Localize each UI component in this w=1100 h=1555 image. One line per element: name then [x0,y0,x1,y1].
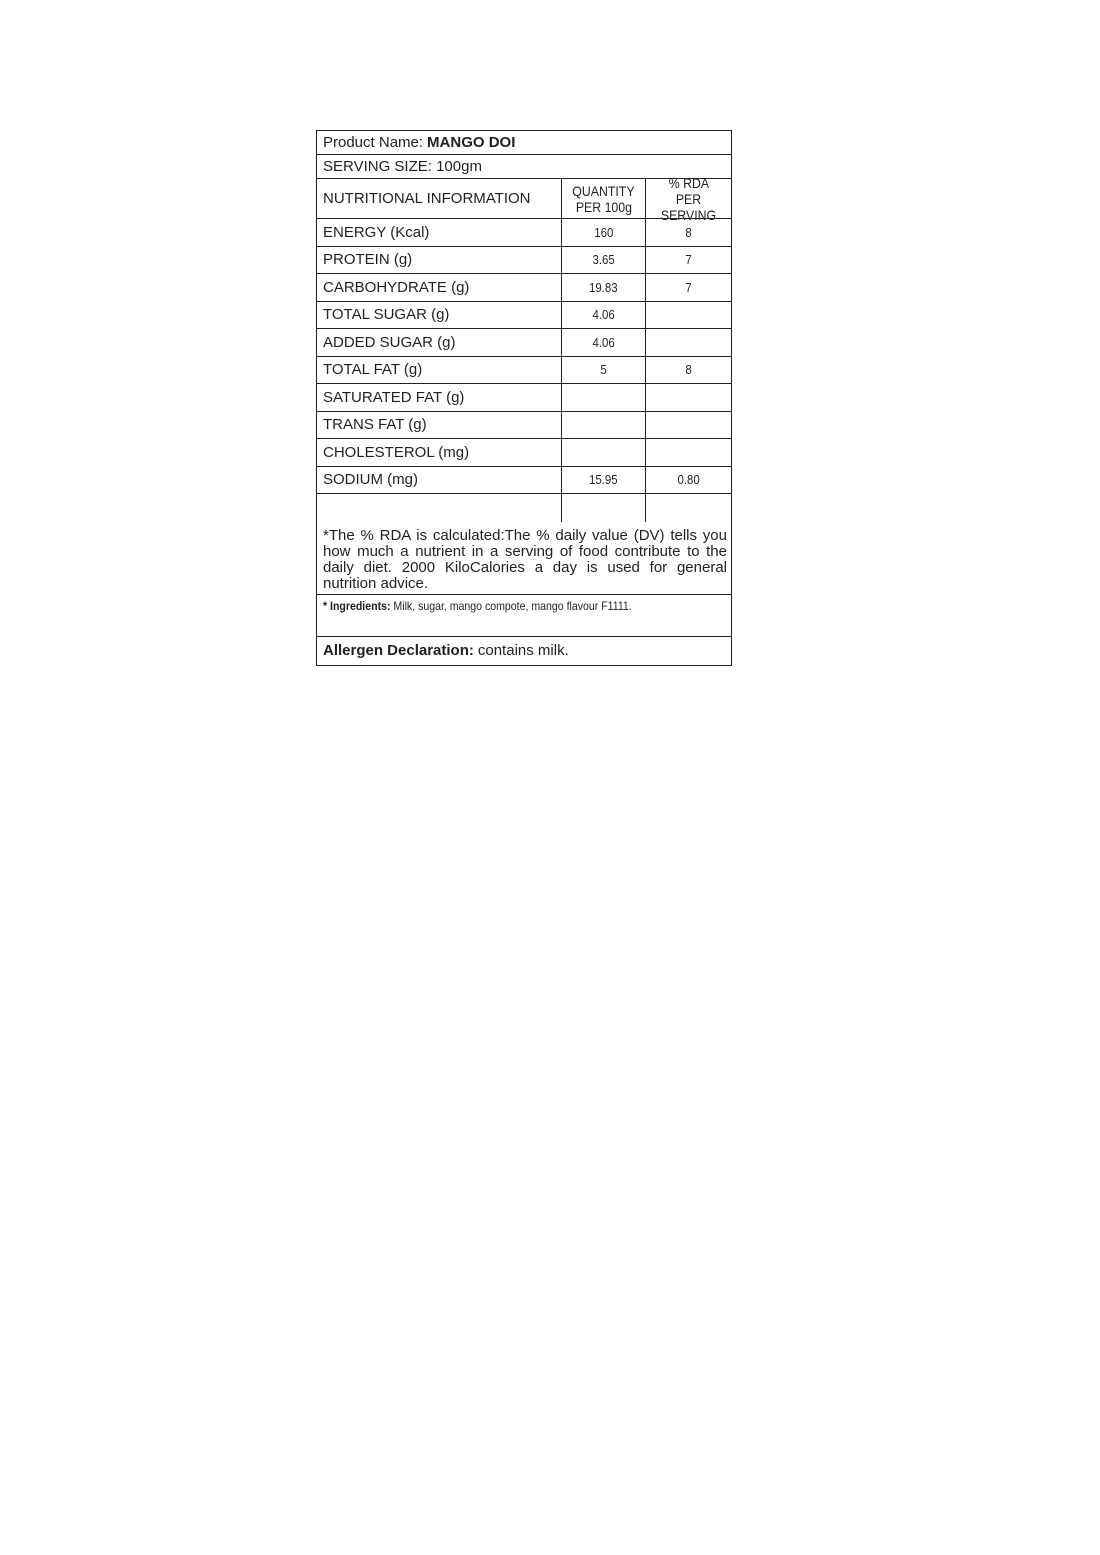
nutrient-quantity [561,412,645,439]
nutrient-name: TOTAL SUGAR (g) [323,306,450,324]
nutrition-label [316,130,732,666]
rda-value: 7 [685,279,692,295]
quantity-value: 5 [600,362,607,378]
quantity-value: 19.83 [589,279,618,295]
nutrient-rda [645,302,731,329]
nutrient-rda [645,274,731,301]
nutrient-quantity [561,439,645,466]
table-row [317,467,731,495]
header-quantity: QUANTITY PER 100g [561,179,645,218]
rda-value: 8 [685,224,692,240]
nutrient-quantity [561,247,645,274]
nutrient-rda [645,247,731,274]
nutrient-quantity [561,384,645,411]
table-row [317,384,731,412]
nutrient-rda [645,494,731,522]
nutrient-name: ADDED SUGAR (g) [323,333,456,351]
ingredients-text: Milk, sugar, mango compote, mango flavour F1111. [393,598,632,613]
rda-value: 7 [685,252,692,268]
product-name-prefix: Product Name: [323,134,424,151]
nutrient-name: ENERGY (Kcal) [323,223,430,241]
table-row [317,274,731,302]
serving-size: SERVING SIZE: 100gm [323,158,482,175]
nutrient-name: PROTEIN (g) [323,251,413,269]
nutrient-rda [645,467,731,494]
nutrient-quantity [561,467,645,494]
quantity-value: 4.06 [592,307,615,323]
header-nutrition: NUTRITIONAL INFORMATION [323,190,531,207]
nutrient-name: SODIUM (mg) [323,471,418,489]
nutrient-rda [645,384,731,411]
nutrient-name: TOTAL FAT (g) [323,361,423,379]
rda-note: *The % RDA is calculated:The % daily value (DV) tells you how much a nutrient in a serving of food contribute to the daily diet. 2000 KiloCalories a day is used for general nutrition advice. [317,522,731,595]
allergen-declaration [317,637,731,665]
nutrient-rda [645,329,731,356]
ingredients [317,595,731,637]
nutrient-rda [645,357,731,384]
table-row [317,219,731,247]
table-row [317,329,731,357]
quantity-value: 4.06 [592,334,615,350]
quantity-value: 160 [593,224,614,240]
nutrient-quantity [561,329,645,356]
table-row [317,412,731,440]
allergen-text: contains milk. [477,642,569,659]
rda-value: 0.80 [677,472,700,488]
nutrient-quantity [561,274,645,301]
quantity-value: 3.65 [592,252,615,268]
table-header-row [317,174,731,223]
nutrient-rda [645,219,731,246]
nutrient-quantity [561,219,645,246]
nutrient-name: CHOLESTEROL (mg) [323,443,470,461]
table-row [317,302,731,330]
nutrient-name: CARBOHYDRATE (g) [323,278,470,296]
nutrient-rda [645,412,731,439]
product-name: MANGO DOI [427,134,516,151]
quantity-value: 15.95 [589,472,618,488]
table-row [317,494,731,522]
ingredients-label: * Ingredients: [323,598,391,613]
table-row [317,439,731,467]
product-name-row [317,131,731,155]
header-rda: % RDA PER SERVING [645,179,731,218]
nutrient-quantity [561,302,645,329]
rda-value: 8 [685,362,692,378]
nutrient-name: TRANS FAT (g) [323,416,427,434]
nutrient-rda [645,439,731,466]
nutrient-quantity [561,357,645,384]
table-row [317,247,731,275]
nutrient-name [317,494,561,522]
table-row [317,357,731,385]
nutrient-name: SATURATED FAT (g) [323,388,465,406]
nutrient-quantity [561,494,645,522]
allergen-label: Allergen Declaration: [323,642,474,659]
